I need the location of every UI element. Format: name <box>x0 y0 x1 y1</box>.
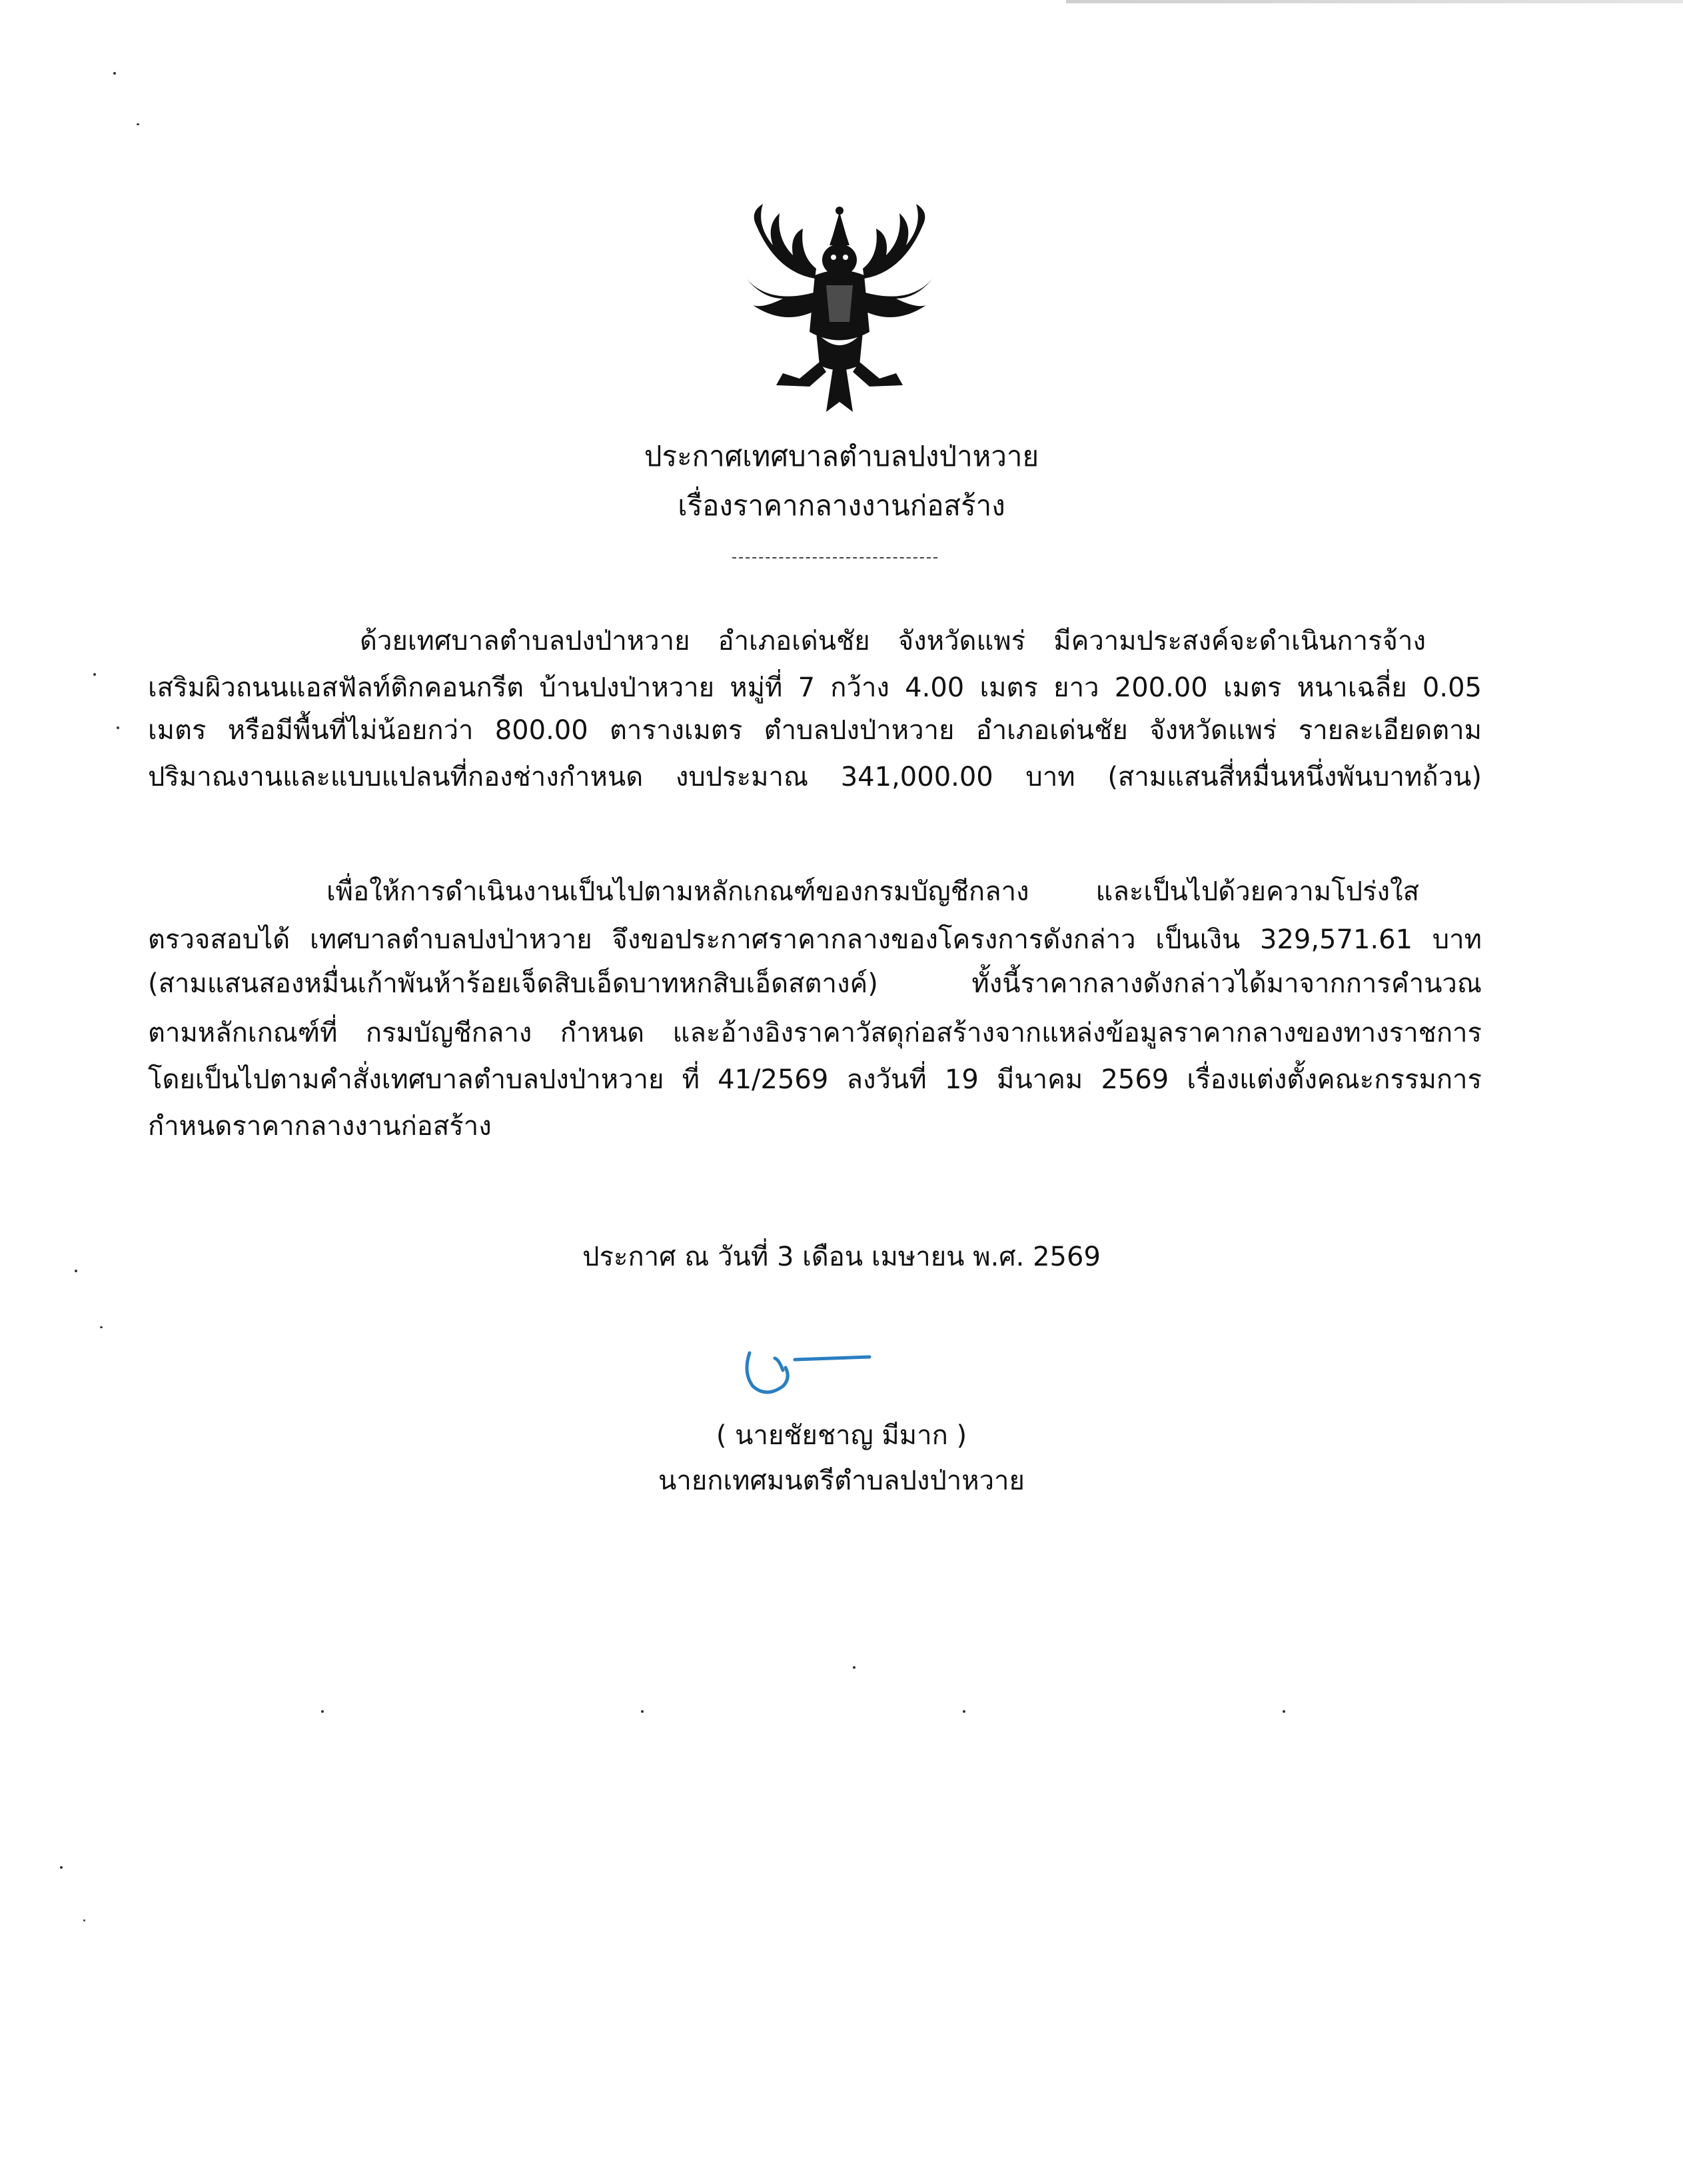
scan-edge-line <box>1066 0 1683 3</box>
paragraph-2-line: (สามแสนสองหมื่นเก้าพันห้าร้อยเจ็ดสิบเอ็ดบาทหกสิบเอ็ดสตางค์) ทั้งนี้ราคากลางดังกล่าวได้มาจากการคำนวณ <box>148 968 1482 999</box>
paragraph-2-line: เพื่อให้การดำเนินงานเป็นไปตามหลักเกณฑ์ของกรมบัญชีกลาง และเป็นไปด้วยความโปร่งใส <box>326 876 1419 907</box>
signatory-position: นายกเทศมนตรีตำบลปงป่าหวาย <box>658 1466 1025 1496</box>
paragraph-2-line: ตรวจสอบได้ เทศบาลตำบลปงป่าหวาย จึงขอประกาศราคากลางของโครงการดังกล่าว เป็นเงิน 329,571.61 บาท <box>148 924 1482 955</box>
scan-speck <box>641 1710 644 1713</box>
scan-speck <box>321 1710 324 1713</box>
scan-speck <box>963 1710 965 1713</box>
paragraph-2-line: ตามหลักเกณฑ์ที่ กรมบัญชีกลาง กำหนด และอ้างอิงราคาวัสดุก่อสร้างจากแหล่งข้อมูลราคากลางของทางราชการ <box>148 1018 1482 1048</box>
scan-speck <box>60 1866 63 1869</box>
scan-speck <box>93 673 96 676</box>
announcement-subject: เรื่องราคากลางงานก่อสร้าง <box>678 489 1005 522</box>
paragraph-1-line: เมตร หรือมีพื้นที่ไม่น้อยกว่า 800.00 ตารางเมตร ตำบลปงป่าหวาย อำเภอเด่นชัย จังหวัดแพร่ รายละเอียดตาม <box>148 715 1482 746</box>
garuda-emblem-icon <box>736 199 943 419</box>
signatory-name: ( นายชัยชาญ มีมาก ) <box>716 1420 967 1451</box>
paragraph-2-line: กำหนดราคากลางงานก่อสร้าง <box>148 1111 492 1142</box>
paragraph-2-line: โดยเป็นไปตามคำสั่งเทศบาลตำบลปงป่าหวาย ที่ 41/2569 ลงวันที่ 19 มีนาคม 2569 เรื่องแต่งตั้งคณะกรรมการ <box>148 1064 1482 1095</box>
scan-speck <box>100 1326 103 1328</box>
scan-speck <box>1283 1710 1285 1713</box>
paragraph-1-line: เสริมผิวถนนแอสฟัลท์ติกคอนกรีต บ้านปงป่าหวาย หมู่ที่ 7 กว้าง 4.00 เมตร ยาว 200.00 เมตร หนาเฉลี่ย 0.05 <box>148 672 1482 703</box>
scan-speck <box>853 1666 855 1669</box>
paragraph-1-line: ด้วยเทศบาลตำบลปงป่าหวาย อำเภอเด่นชัย จังหวัดแพร่ มีความประสงค์จะดำเนินการจ้าง <box>360 626 1426 656</box>
scan-speck <box>83 1919 85 1921</box>
announcement-title: ประกาศเทศบาลตำบลปงป่าหวาย <box>644 440 1039 473</box>
title-divider <box>732 557 937 558</box>
scan-speck <box>117 726 119 729</box>
paragraph-1-line: ปริมาณงานและแบบแปลนที่กองช่างกำหนด งบประมาณ 341,000.00 บาท (สามแสนสี่หมื่นหนึ่งพันบาทถ้วน) <box>148 762 1482 792</box>
scan-speck <box>113 72 116 75</box>
announcement-date: ประกาศ ณ วันที่ 3 เดือน เมษายน พ.ศ. 2569 <box>582 1242 1101 1272</box>
handwritten-signature-icon <box>736 1340 883 1400</box>
scan-speck <box>137 123 139 125</box>
